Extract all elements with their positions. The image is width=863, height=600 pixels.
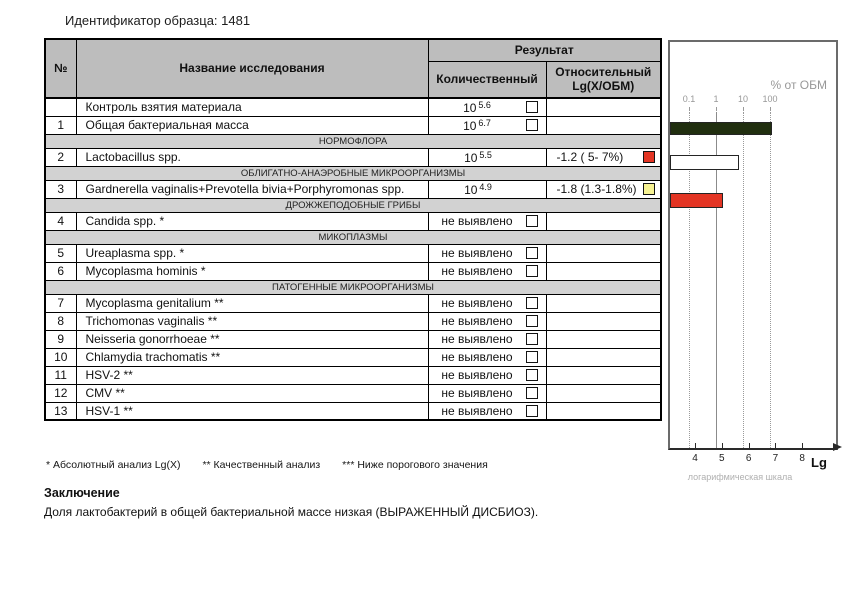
quantitative-content	[429, 264, 546, 278]
section-label: ДРОЖЖЕПОДОБНЫЕ ГРИБЫ	[45, 198, 661, 212]
quantitative-content	[429, 332, 546, 346]
chart-percent-title: % от ОБМ	[770, 78, 827, 92]
bottom-axis-tick	[722, 443, 723, 450]
quantitative-cell	[428, 366, 546, 384]
relative-cell	[546, 180, 661, 198]
row-number-cell: 13	[45, 402, 76, 420]
top-scale-tick	[689, 107, 690, 111]
checkbox-icon	[526, 215, 538, 227]
top-scale-label: 0.1	[682, 94, 696, 104]
table-row	[45, 312, 661, 330]
relative-value: -1.2 ( 5- 7%)	[556, 150, 624, 164]
table-row	[45, 116, 661, 134]
table-row	[45, 384, 661, 402]
checkbox-icon	[526, 265, 538, 277]
top-scale-label: 1	[713, 94, 719, 104]
relative-cell	[546, 98, 661, 116]
quantitative-cell	[428, 98, 546, 116]
log-scale-caption: логарифмическая шкала	[687, 472, 793, 482]
table-row	[45, 366, 661, 384]
relative-cell	[546, 348, 661, 366]
quantitative-content	[429, 404, 546, 418]
results-table	[44, 38, 662, 421]
top-scale-label: 100	[762, 94, 778, 104]
checkbox-icon	[526, 405, 538, 417]
quantitative-content	[429, 246, 546, 260]
quantitative-content	[429, 368, 546, 382]
quantitative-content	[429, 118, 546, 133]
quantitative-cell	[428, 384, 546, 402]
quantitative-cell	[428, 294, 546, 312]
section-label: ПАТОГЕННЫЕ МИКРООРГАНИЗМЫ	[45, 280, 661, 294]
quantitative-content	[429, 314, 546, 328]
header-result: Результат	[428, 39, 661, 62]
chart-gridline	[770, 112, 771, 448]
test-name-cell: Mycoplasma hominis *	[76, 262, 428, 280]
axis-arrow-icon	[833, 443, 842, 451]
quantitative-value: не выявлено	[441, 332, 513, 346]
relative-cell	[546, 262, 661, 280]
relative-cell	[546, 366, 661, 384]
row-number-cell: 1	[45, 116, 76, 134]
table-row	[45, 98, 661, 116]
quantitative-exponent: 4.9	[479, 181, 492, 192]
quantitative-content	[429, 100, 546, 115]
relative-cell	[546, 116, 661, 134]
bottom-axis-tick	[775, 443, 776, 450]
test-name-cell: Candida spp. *	[76, 212, 428, 230]
row-number-cell: 6	[45, 262, 76, 280]
table-row	[45, 348, 661, 366]
bottom-axis-tick	[695, 443, 696, 450]
relative-cell	[546, 294, 661, 312]
relative-content	[547, 182, 661, 196]
section-row	[45, 166, 661, 180]
table-row	[45, 148, 661, 166]
bottom-axis-tick	[749, 443, 750, 450]
checkbox-icon	[526, 369, 538, 381]
footnotes	[46, 459, 510, 471]
header-relative: Относительный Lg(X/ОБМ)	[546, 62, 661, 99]
section-row	[45, 280, 661, 294]
footnote-threshold: *** Ниже порогового значения	[342, 459, 488, 471]
section-label: НОРМОФЛОРА	[45, 134, 661, 148]
quantitative-content	[429, 214, 546, 228]
relative-value: -1.8 (1.3-1.8%)	[556, 182, 637, 196]
chart-gridline	[743, 112, 744, 448]
table-row	[45, 402, 661, 420]
test-name-cell: Контроль взятия материала	[76, 98, 428, 116]
quantitative-value: не выявлено	[441, 403, 513, 418]
checkbox-icon	[526, 315, 538, 327]
relative-cell	[546, 384, 661, 402]
quantitative-content	[429, 296, 546, 310]
table-row	[45, 244, 661, 262]
relative-cell	[546, 312, 661, 330]
row-number-cell: 9	[45, 330, 76, 348]
top-scale-tick	[770, 107, 771, 111]
row-number-cell: 12	[45, 384, 76, 402]
bottom-axis-tick	[802, 443, 803, 450]
chart-bar	[670, 193, 723, 208]
quantitative-cell	[428, 244, 546, 262]
row-number-cell: 7	[45, 294, 76, 312]
quantitative-cell	[428, 348, 546, 366]
quantitative-exponent: 5.6	[478, 99, 491, 110]
result-marker-icon	[643, 183, 655, 195]
quantitative-value: 10 $^{6.7}$	[463, 117, 491, 133]
quantitative-exponent: 5.5	[479, 149, 492, 160]
quantitative-value: 10 $^{5.5}$	[464, 149, 492, 165]
bottom-axis-label: 4	[692, 453, 698, 464]
checkbox-icon	[526, 101, 538, 113]
relative-cell	[546, 402, 661, 420]
relative-cell	[546, 330, 661, 348]
bottom-axis-label: 8	[799, 453, 805, 464]
chart-bar	[670, 122, 772, 135]
header-number: №	[45, 39, 76, 98]
quantitative-value: не выявлено	[441, 314, 513, 328]
table-row	[45, 262, 661, 280]
row-number-cell: 3	[45, 180, 76, 198]
quantitative-value: 10 $^{5.6}$	[463, 99, 491, 115]
percent-of-obm-chart	[668, 40, 838, 482]
quantitative-value: не выявлено	[441, 214, 513, 228]
relative-cell	[546, 244, 661, 262]
header-test-name: Название исследования	[76, 39, 428, 98]
relative-cell	[546, 212, 661, 230]
checkbox-icon	[526, 387, 538, 399]
section-row	[45, 198, 661, 212]
test-name-cell: Ureaplasma spp. *	[76, 244, 428, 262]
quantitative-cell	[428, 262, 546, 280]
quantitative-cell	[428, 180, 546, 198]
table-row	[45, 330, 661, 348]
quantitative-cell	[428, 148, 546, 166]
quantitative-value: не выявлено	[441, 368, 513, 382]
test-name-cell: HSV-1 **	[76, 402, 428, 420]
row-number-cell	[45, 98, 76, 116]
test-name-cell: Lactobacillus spp.	[76, 148, 428, 166]
test-name-cell: CMV **	[76, 384, 428, 402]
section-row	[45, 230, 661, 244]
footnote-absolute: * Абсолютный анализ Lg(X)	[46, 459, 181, 471]
quantitative-exponent: 6.7	[478, 117, 491, 128]
section-row	[45, 134, 661, 148]
test-name-cell: Общая бактериальная масса	[76, 116, 428, 134]
quantitative-value: не выявлено	[441, 246, 513, 260]
checkbox-icon	[526, 333, 538, 345]
row-number-cell: 11	[45, 366, 76, 384]
quantitative-value: 10 $^{4.9}$	[464, 181, 492, 197]
row-number-cell: 2	[45, 148, 76, 166]
test-name-cell: Mycoplasma genitalium **	[76, 294, 428, 312]
top-scale-label: 10	[737, 94, 749, 104]
table-row	[45, 212, 661, 230]
table-row	[45, 180, 661, 198]
section-label: МИКОПЛАЗМЫ	[45, 230, 661, 244]
test-name-cell: Neisseria gonorrhoeae **	[76, 330, 428, 348]
checkbox-icon	[526, 297, 538, 309]
quantitative-value: не выявлено	[441, 264, 513, 278]
test-name-cell: HSV-2 **	[76, 366, 428, 384]
quantitative-cell	[428, 212, 546, 230]
chart-bar	[670, 155, 739, 170]
row-number-cell: 4	[45, 212, 76, 230]
lg-axis-label: Lg	[811, 455, 827, 470]
quantitative-content	[429, 150, 546, 165]
test-name-cell: Trichomonas vaginalis **	[76, 312, 428, 330]
table-row	[45, 294, 661, 312]
section-label: ОБЛИГАТНО-АНАЭРОБНЫЕ МИКРООРГАНИЗМЫ	[45, 166, 661, 180]
test-name-cell: Gardnerella vaginalis+Prevotella bivia+Porphyromonas spp.	[76, 180, 428, 198]
relative-content	[547, 150, 661, 164]
header-quantitative: Количественный	[428, 62, 546, 99]
quantitative-value: не выявлено	[441, 350, 513, 364]
result-marker-icon	[643, 151, 655, 163]
quantitative-content	[429, 386, 546, 400]
quantitative-content	[429, 350, 546, 364]
quantitative-content	[429, 182, 546, 197]
quantitative-cell	[428, 312, 546, 330]
quantitative-value: не выявлено	[441, 386, 513, 400]
row-number-cell: 5	[45, 244, 76, 262]
sample-id-label: Идентификатор образца: 1481	[65, 13, 251, 28]
checkbox-icon	[526, 247, 538, 259]
row-number-cell: 10	[45, 348, 76, 366]
bottom-axis-label: 5	[719, 453, 725, 464]
conclusion-text: Доля лактобактерий в общей бактериальной массе низкая (ВЫРАЖЕННЫЙ ДИСБИОЗ).	[44, 505, 539, 519]
bottom-axis-label: 7	[772, 453, 779, 464]
checkbox-icon	[526, 119, 538, 131]
row-number-cell: 8	[45, 312, 76, 330]
bottom-axis-label: 6	[745, 453, 752, 464]
test-name-cell: Chlamydia trachomatis **	[76, 348, 428, 366]
checkbox-icon	[526, 351, 538, 363]
quantitative-cell	[428, 330, 546, 348]
top-scale-tick	[716, 107, 717, 111]
top-scale-tick	[743, 107, 744, 111]
table-header	[45, 39, 661, 98]
quantitative-cell	[428, 402, 546, 420]
relative-cell	[546, 148, 661, 166]
footnote-qualitative: ** Качественный анализ	[202, 459, 321, 471]
conclusion-heading: Заключение	[44, 486, 120, 500]
quantitative-value: не выявлено	[441, 296, 513, 310]
quantitative-cell	[428, 116, 546, 134]
